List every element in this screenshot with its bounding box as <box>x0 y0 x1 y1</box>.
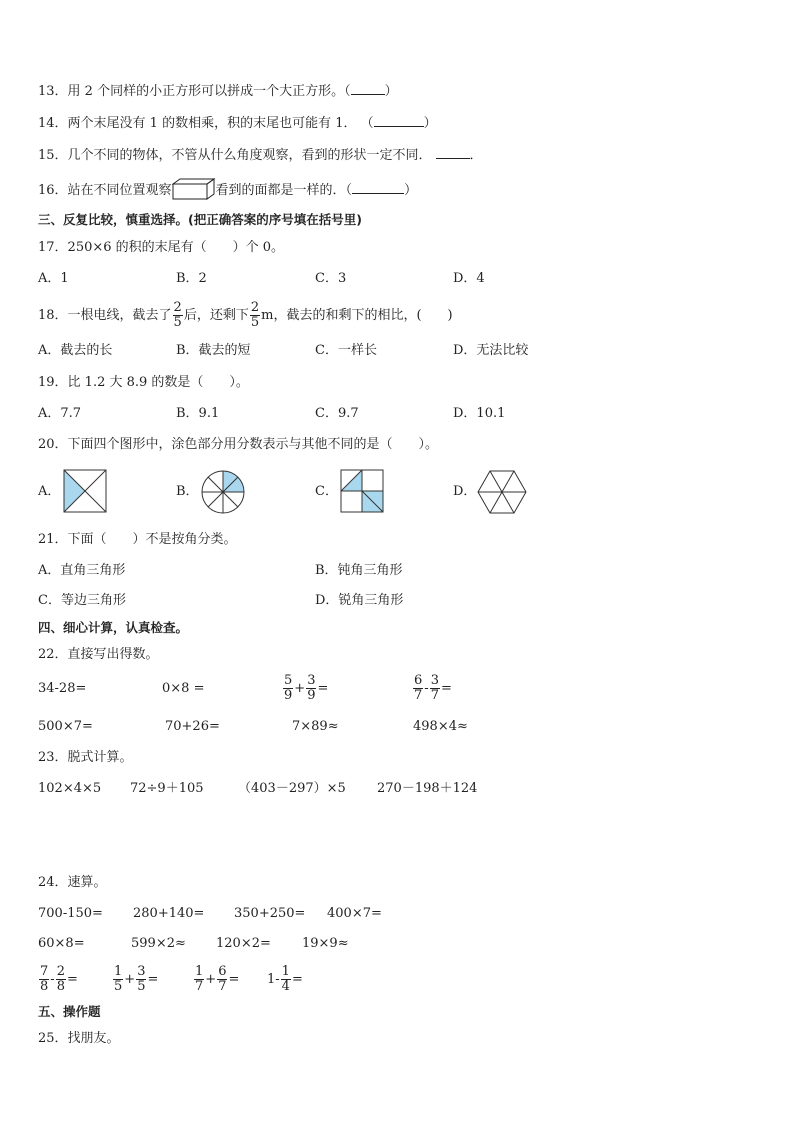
expression: 102×4×5 <box>38 781 102 796</box>
section-3-heading: 三、反复比较，慎重选择。(把正确答案的序号填在括号里) <box>38 212 362 227</box>
question-13: 13．用 2 个同样的小正方形可以拼成一个大正方形。（ ） <box>38 84 398 99</box>
option-a[interactable]: A．7.7 <box>38 406 82 421</box>
expression: 500×7= <box>38 719 93 734</box>
expression: 7×89≈ <box>292 719 339 734</box>
expression: 280+140= <box>133 906 205 921</box>
expression: 350+250= <box>234 906 306 921</box>
option-b[interactable]: B．9.1 <box>176 406 220 421</box>
fraction: $\frac{2}{5}$ <box>250 300 260 330</box>
expression: 70+26= <box>165 719 220 734</box>
fraction-expression: $\frac{5}{9}$ + $\frac{3}{9}$ = <box>284 673 329 703</box>
option-a[interactable]: A． <box>38 484 61 499</box>
question-24: 24．速算。 <box>38 875 107 890</box>
option-c[interactable]: C．一样长 <box>315 343 377 358</box>
expression: 700-150= <box>38 906 103 921</box>
expression: 72÷9＋105 <box>130 781 204 796</box>
option-b[interactable]: B．钝角三角形 <box>315 563 403 578</box>
question-23: 23．脱式计算。 <box>38 750 133 765</box>
option-a[interactable]: A．直角三角形 <box>38 563 126 578</box>
cuboid-figure <box>172 182 216 200</box>
option-d[interactable]: D．无法比较 <box>453 343 529 358</box>
question-19: 19．比 1.2 大 8.9 的数是（ ）。 <box>38 375 249 390</box>
fraction-expression: $\frac{1}{7}$ + $\frac{6}{7}$ = <box>195 964 240 994</box>
question-16: 16．站在不同位置观察 看到的面都是一样的．（ ） <box>38 181 417 200</box>
option-c[interactable]: C． <box>315 484 338 499</box>
cuboid-icon <box>172 178 216 200</box>
square-diagonals-figure <box>64 470 106 512</box>
option-b[interactable]: B．2 <box>176 271 207 286</box>
option-c[interactable]: C．3 <box>315 271 347 286</box>
section-5-heading: 五、操作题 <box>38 1004 101 1019</box>
fraction-expression: $\frac{1}{5}$ + $\frac{3}{5}$ = <box>114 964 159 994</box>
question-25: 25．找朋友。 <box>38 1031 120 1046</box>
answer-blank[interactable] <box>352 181 404 194</box>
hexagon-figure <box>477 470 527 514</box>
question-15: 15．几个不同的物体，不管从什么角度观察，看到的形状一定不同． ． <box>38 148 483 163</box>
question-14: 14．两个末尾没有 1 的数相乘，积的末尾也可能有 1． （ ） <box>38 116 437 131</box>
question-17: 17．250×6 的积的末尾有（ ）个 0。 <box>38 240 285 255</box>
expression: （403－297）×5 <box>238 781 346 796</box>
expression: 34-28= <box>38 681 87 696</box>
answer-blank[interactable] <box>351 82 385 95</box>
question-21: 21．下面（ ）不是按角分类。 <box>38 532 237 547</box>
expression: 400×7= <box>327 906 382 921</box>
option-c[interactable]: C．9.7 <box>315 406 359 421</box>
expression: 60×8= <box>38 936 85 951</box>
option-a[interactable]: A．截去的长 <box>38 343 113 358</box>
fraction: $\frac{2}{5}$ <box>173 300 182 330</box>
option-b[interactable]: B． <box>176 484 199 499</box>
expression: 270－198＋124 <box>377 781 478 796</box>
circle-sectors-figure <box>201 470 245 514</box>
fraction-expression: 1- $\frac{1}{4}$ = <box>267 964 303 994</box>
expression: 498×4≈ <box>413 719 468 734</box>
square-split-figure <box>341 470 383 512</box>
option-d[interactable]: D．10.1 <box>453 406 506 421</box>
option-a[interactable]: A．1 <box>38 271 69 286</box>
expression: 599×2≈ <box>131 936 186 951</box>
option-d[interactable]: D．锐角三角形 <box>315 593 404 608</box>
question-20: 20．下面四个图形中，涂色部分用分数表示与其他不同的是（ ）。 <box>38 437 439 452</box>
section-4-heading: 四、细心计算，认真检查。 <box>38 620 189 635</box>
option-c[interactable]: C．等边三角形 <box>38 593 126 608</box>
expression: 120×2= <box>216 936 271 951</box>
question-22: 22．直接写出得数。 <box>38 647 159 662</box>
option-b[interactable]: B．截去的短 <box>176 343 251 358</box>
answer-blank[interactable] <box>436 146 470 159</box>
option-d[interactable]: D．4 <box>453 271 485 286</box>
expression: 19×9≈ <box>302 936 349 951</box>
option-d[interactable]: D． <box>453 484 477 499</box>
answer-blank[interactable] <box>374 114 424 127</box>
fraction-expression: $\frac{6}{7}$ - $\frac{3}{7}$ = <box>414 673 452 703</box>
question-18: 18．一根电线，截去了 $\frac{2}{5}$ 后，还剩下 $\frac{2}{5}$ m，截去的和剩下的相比，( ) <box>38 300 453 330</box>
expression: 0×8 = <box>162 681 205 696</box>
fraction-expression: $\frac{7}{8}$ - $\frac{2}{8}$ = <box>40 964 78 994</box>
